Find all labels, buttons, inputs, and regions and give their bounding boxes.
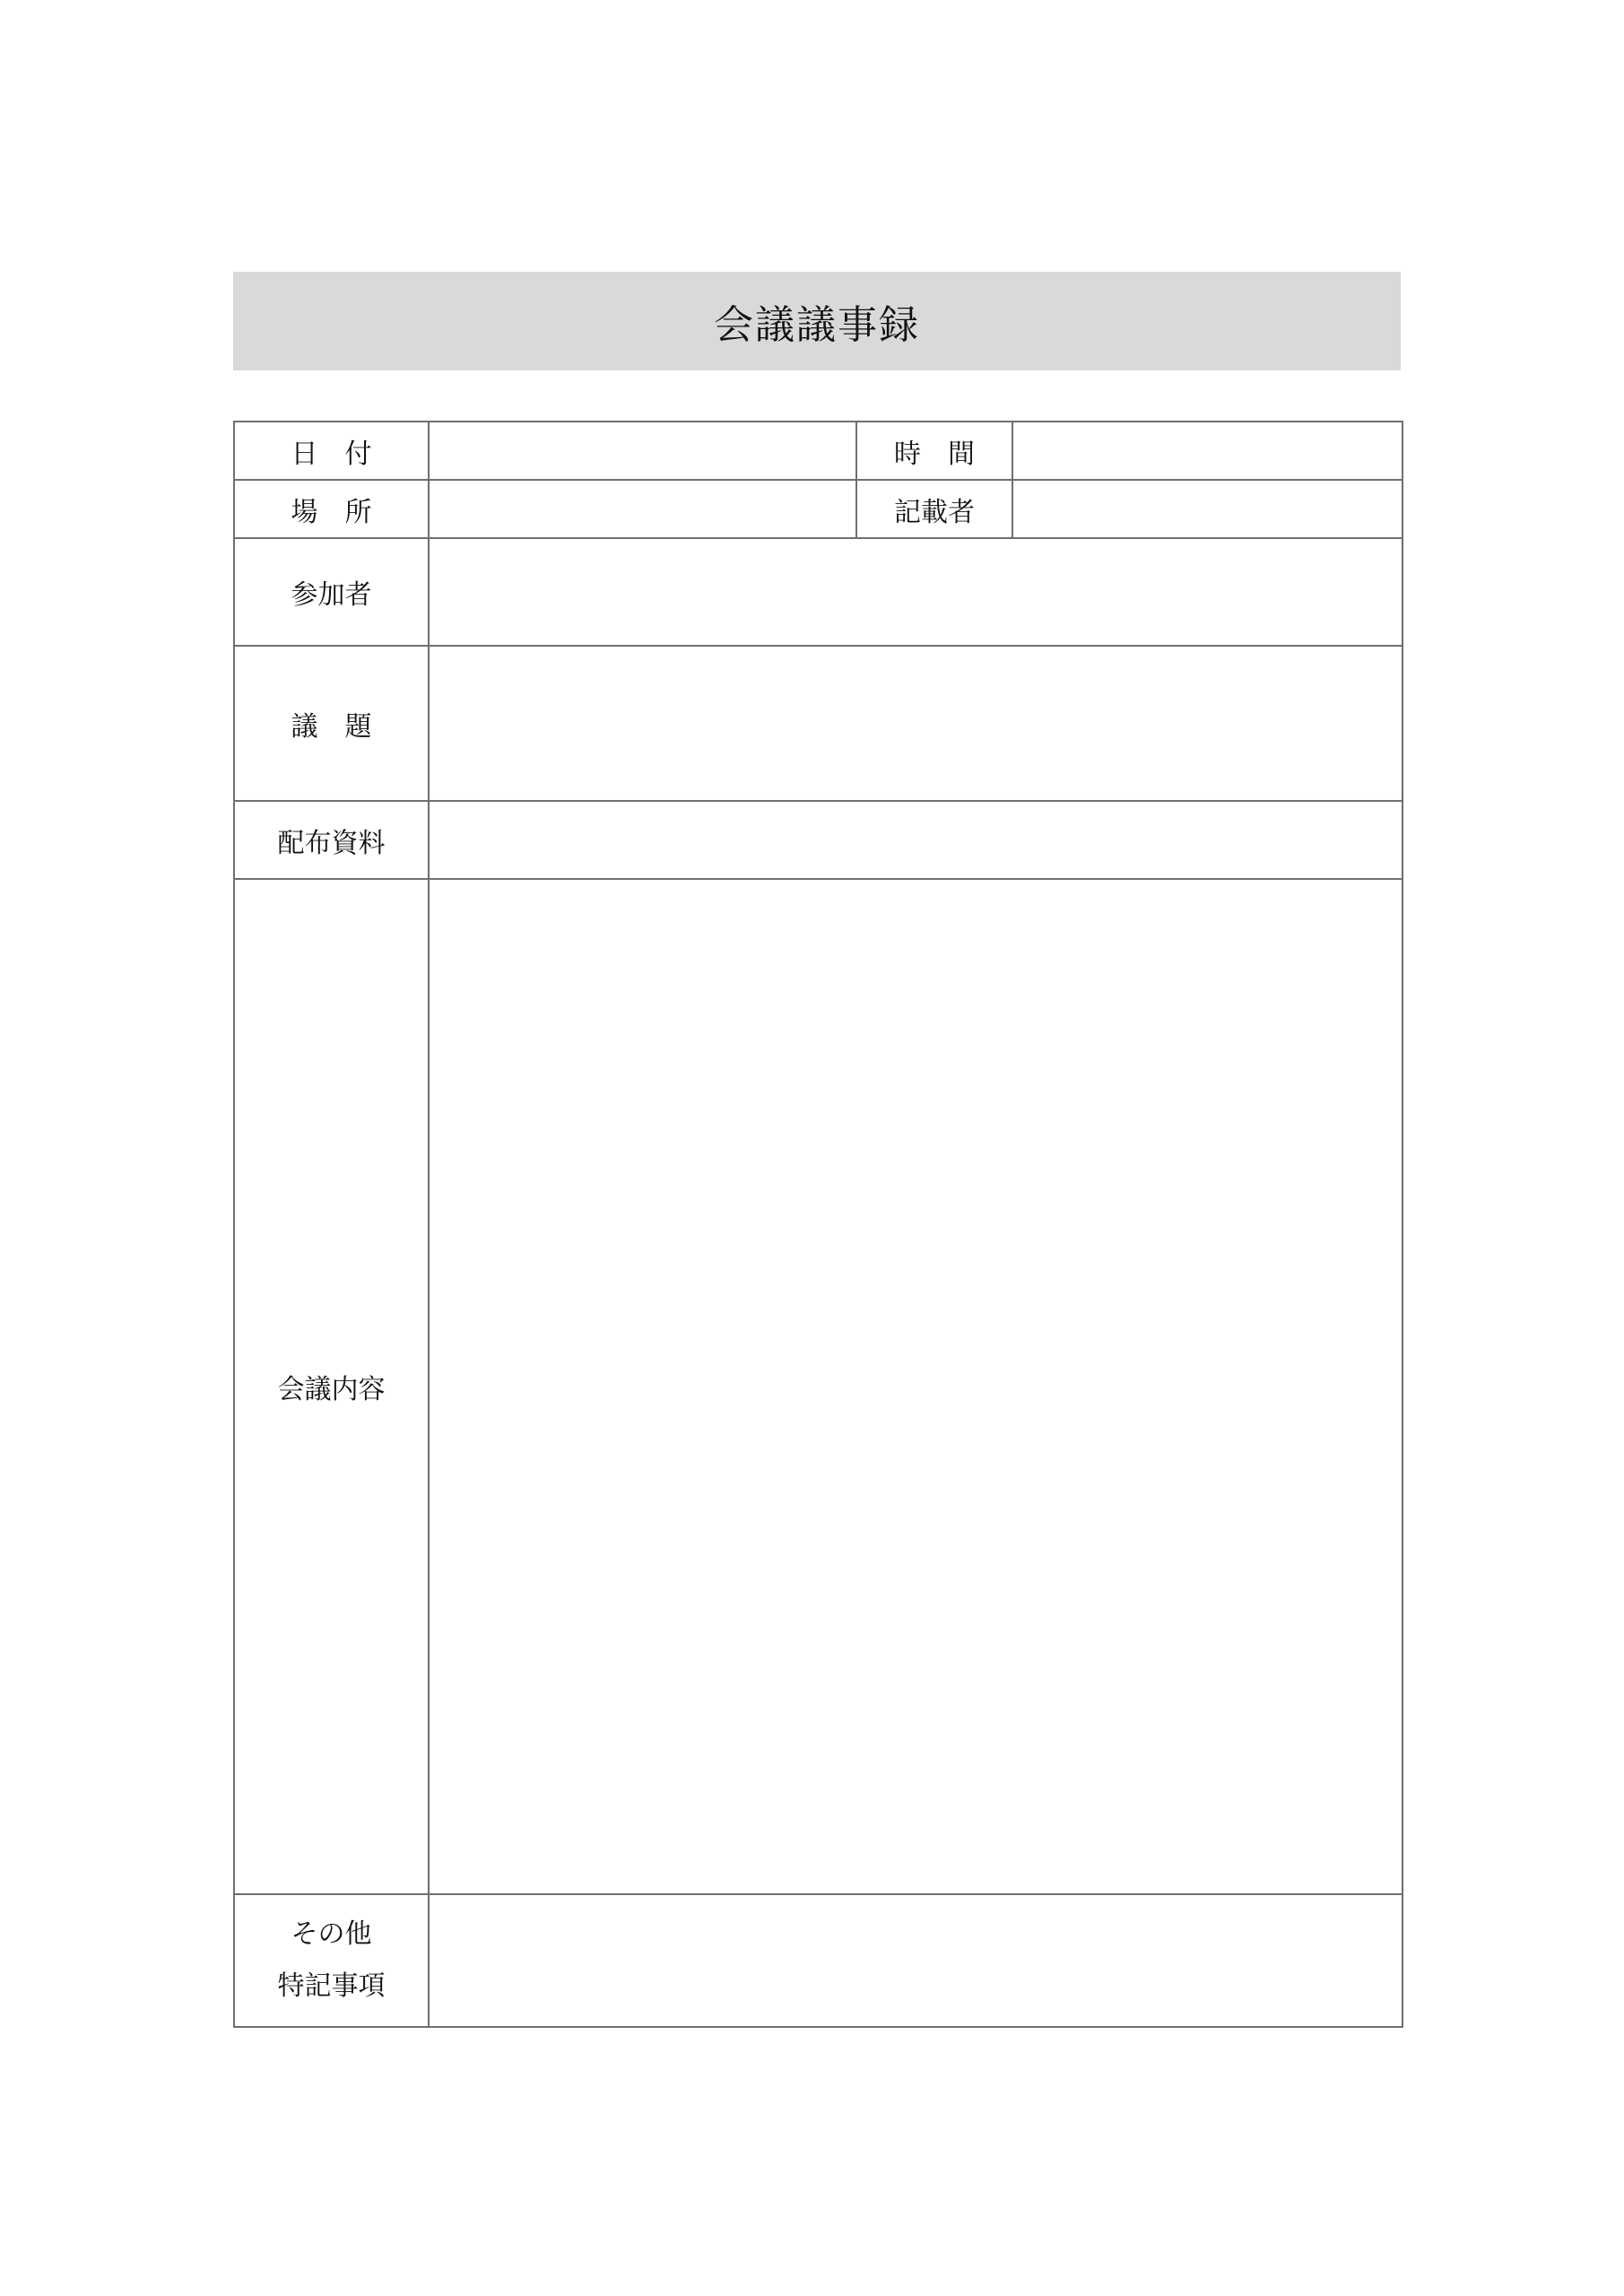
minutes-table [233,421,1403,2028]
row-date-time [234,422,1403,480]
time-label: 時 間 [856,422,1012,480]
content-label: 会議内容 [234,879,429,1894]
notes-label [234,1894,429,2027]
content-field[interactable] [429,879,1403,1894]
date-label: 日 付 [234,422,429,480]
row-place-recorder [234,480,1403,538]
place-field[interactable] [429,480,856,538]
attendees-label: 参加者 [234,538,429,646]
handouts-label: 配布資料 [234,801,429,879]
place-label: 場 所 [234,480,429,538]
document-title: 会議議事録 [714,302,920,348]
time-field[interactable] [1012,422,1403,480]
recorder-field[interactable] [1012,480,1403,538]
row-attendees [234,538,1403,646]
notes-label-line1: その他 [291,1918,372,1950]
row-handouts [234,801,1403,879]
date-field[interactable] [429,422,856,480]
agenda-field[interactable] [429,646,1403,801]
row-notes [234,1894,1403,2027]
notes-label-line2: 特記事項 [277,1970,386,2002]
attendees-field[interactable] [429,538,1403,646]
handouts-field[interactable] [429,801,1403,879]
recorder-label: 記載者 [856,480,1012,538]
notes-field[interactable] [429,1894,1403,2027]
row-agenda [234,646,1403,801]
title-bar [233,272,1401,370]
row-content [234,879,1403,1894]
agenda-label: 議 題 [234,646,429,801]
